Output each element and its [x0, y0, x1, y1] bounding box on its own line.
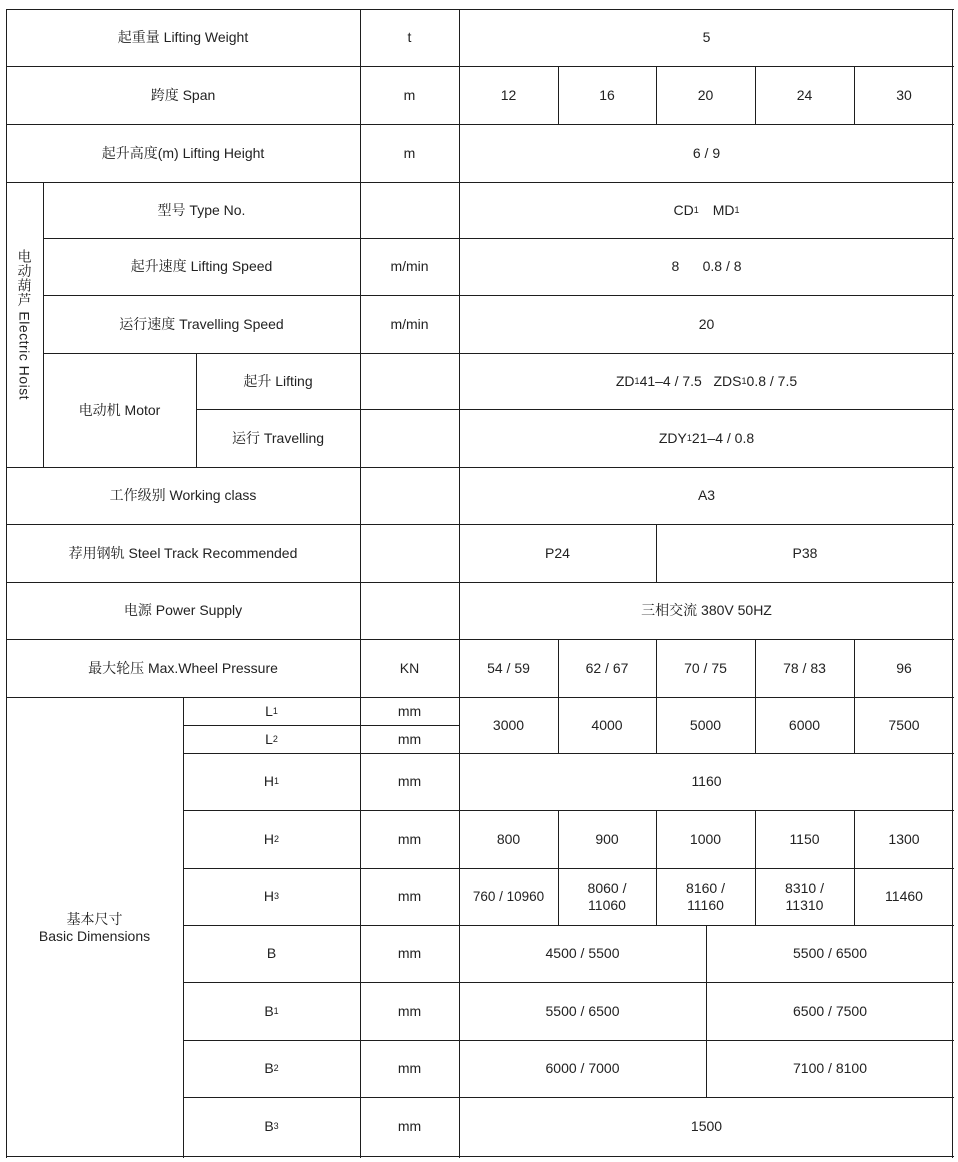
dim-l-value: 7500	[888, 716, 920, 733]
dim-b3-value: 1500	[690, 1118, 723, 1135]
dim-h3-label	[183, 868, 360, 925]
dim-h2-sub: 2	[274, 833, 280, 844]
dim-b-value: 5500 / 6500	[793, 945, 867, 962]
dim-l1-letter: L	[265, 702, 273, 719]
wheel-pressure-unit: KN	[399, 659, 420, 676]
steel-track-unit	[360, 524, 459, 582]
span-value: 20	[697, 86, 714, 103]
dim-h1-letter: H	[263, 773, 275, 790]
dim-b1-value: 5500 / 6500	[545, 1002, 620, 1019]
wheel-pressure-value: 96	[896, 659, 912, 676]
travelling-speed-unit: m/min	[390, 315, 429, 332]
motor-travelling-unit	[360, 409, 459, 467]
basic-dimensions-label	[6, 697, 183, 1158]
dim-l1-label	[183, 697, 360, 725]
electric-hoist-group-text: 电动葫芦 Electric Hoist	[16, 248, 33, 401]
dim-b3-sub: 3	[273, 1121, 279, 1132]
dim-l-value: 6000	[788, 716, 821, 733]
basic-dimensions-cn: 基本尺寸	[66, 911, 123, 928]
travelling-speed-label: 运行速度 Travelling Speed	[119, 315, 284, 332]
type-cd-sub: 1	[693, 204, 699, 215]
dim-h3-letter: H	[263, 888, 275, 905]
lifting-weight-value: 5	[702, 29, 711, 46]
lifting-speed-unit: m/min	[390, 258, 429, 275]
basic-dimensions-en: Basic Dimensions	[38, 927, 151, 944]
type-cd: CD	[673, 201, 694, 218]
dim-l2-unit: mm	[397, 730, 422, 747]
dim-l-value: 4000	[591, 716, 623, 733]
dim-h1-value: 1160	[691, 773, 722, 790]
dim-b-label: B	[266, 945, 277, 962]
motor-lifting-sub1: 1	[634, 375, 640, 386]
lifting-height-unit: m	[403, 144, 416, 161]
power-supply-label: 电源 Power Supply	[123, 602, 243, 619]
dim-h2-label	[183, 810, 360, 868]
type-no-value	[459, 182, 954, 238]
dim-b3-unit: mm	[397, 1118, 422, 1135]
span-value: 24	[796, 86, 813, 103]
dim-h2-value: 800	[496, 830, 521, 847]
dim-l2-label	[183, 725, 360, 753]
span-value: 30	[896, 86, 912, 103]
span-unit: m	[403, 86, 416, 103]
motor-lifting-v1: ZD	[615, 372, 635, 389]
wheel-pressure-value: 62 / 67	[585, 659, 629, 676]
working-class-value: A3	[697, 487, 716, 504]
wheel-pressure-value: 78 / 83	[783, 659, 826, 676]
type-no-unit	[360, 182, 459, 238]
working-class-unit	[360, 467, 459, 524]
lifting-height-value: 6 / 9	[692, 144, 721, 161]
dim-l2-letter: L	[265, 730, 273, 747]
electric-hoist-group-label	[6, 182, 43, 467]
type-md: MD	[712, 201, 735, 218]
dim-h2-letter: H	[263, 830, 275, 847]
motor-lifting-sub2: 1	[741, 375, 747, 386]
dim-h3-value: 11460	[885, 888, 923, 905]
dim-b2-value: 7100 / 8100	[793, 1060, 867, 1077]
motor-lifting-value	[459, 353, 954, 409]
dim-h3-value: 8160 / 11160	[686, 880, 725, 913]
wheel-pressure-label: 最大轮压 Max.Wheel Pressure	[88, 659, 278, 676]
lifting-speed-label: 起升速度 Lifting Speed	[130, 258, 273, 275]
steel-track-label: 荐用钢轨 Steel Track Recommended	[68, 544, 298, 561]
motor-label: 电动机 Motor	[78, 401, 161, 418]
dim-h1-label	[183, 753, 360, 810]
motor-travelling-v2: 21–4 / 0.8	[691, 429, 755, 446]
motor-travelling-v1: ZDY	[658, 429, 687, 446]
motor-travelling-value	[459, 409, 954, 467]
dim-b2-letter: B	[264, 1060, 274, 1077]
type-no-label: 型号 Type No.	[157, 201, 246, 218]
steel-track-value: P38	[792, 544, 818, 561]
dim-h1-sub: 1	[274, 776, 280, 787]
dim-h3-value: 8060 / 11060	[587, 880, 627, 913]
travelling-speed-value: 20	[698, 315, 715, 332]
dim-b-unit: mm	[397, 945, 422, 962]
dim-h3-unit: mm	[397, 888, 422, 905]
dim-h2-value: 1150	[789, 830, 820, 847]
dim-b3-label	[183, 1097, 360, 1156]
dim-l-value: 3000	[492, 716, 525, 733]
dim-l1-unit: mm	[397, 702, 422, 719]
motor-lifting-unit	[360, 353, 459, 409]
dim-l-value: 5000	[689, 716, 722, 733]
lifting-speed-value: 8 0.8 / 8	[671, 258, 742, 275]
motor-lifting-v3: 0.8 / 7.5	[746, 372, 798, 389]
dim-h2-value: 1000	[689, 830, 722, 847]
dim-b1-unit: mm	[397, 1002, 422, 1019]
dim-b1-label	[183, 982, 360, 1040]
dim-h2-unit: mm	[397, 830, 422, 847]
wheel-pressure-value: 54 / 59	[487, 659, 530, 676]
motor-lifting-v2: 41–4 / 7.5 ZDS	[639, 372, 742, 389]
span-value: 12	[500, 86, 517, 103]
dim-h1-unit: mm	[397, 773, 422, 790]
dim-b2-label	[183, 1040, 360, 1097]
motor-travelling-label: 运行 Travelling	[231, 429, 325, 446]
working-class-label: 工作级别 Working class	[109, 487, 257, 504]
span-value: 16	[599, 86, 615, 103]
dim-b2-unit: mm	[397, 1060, 422, 1077]
wheel-pressure-value: 70 / 75	[684, 659, 727, 676]
dim-h2-value: 900	[595, 830, 619, 847]
dim-b-value: 4500 / 5500	[545, 945, 620, 962]
spec-table	[6, 9, 954, 1158]
dim-b1-letter: B	[264, 1002, 274, 1019]
dim-l1-sub: 1	[272, 705, 278, 716]
dim-b2-value: 6000 / 7000	[545, 1060, 620, 1077]
dim-b1-sub: 1	[273, 1005, 279, 1016]
dim-h3-value: 760 / 10960	[472, 888, 545, 904]
dim-b3-letter: B	[264, 1118, 274, 1135]
steel-track-value: P24	[545, 544, 570, 561]
lifting-height-label: 起升高度(m) Lifting Height	[101, 144, 265, 161]
dim-b1-value: 6500 / 7500	[793, 1002, 867, 1019]
lifting-weight-label: 起重量 Lifting Weight	[117, 29, 249, 46]
dim-h3-value: 8310 / 11310	[785, 880, 824, 913]
dim-l2-sub: 2	[272, 733, 278, 744]
power-supply-value: 三相交流 380V 50HZ	[641, 602, 772, 619]
lifting-weight-unit: t	[407, 29, 412, 46]
motor-travelling-sub: 1	[686, 432, 692, 443]
motor-lifting-label: 起升 Lifting	[243, 372, 313, 389]
type-md-sub: 1	[734, 204, 740, 215]
dim-h3-sub: 3	[274, 891, 280, 902]
power-supply-unit	[360, 582, 459, 639]
dim-b2-sub: 2	[273, 1063, 279, 1074]
dim-h2-value: 1300	[888, 830, 920, 847]
span-label: 跨度 Span	[150, 86, 216, 103]
